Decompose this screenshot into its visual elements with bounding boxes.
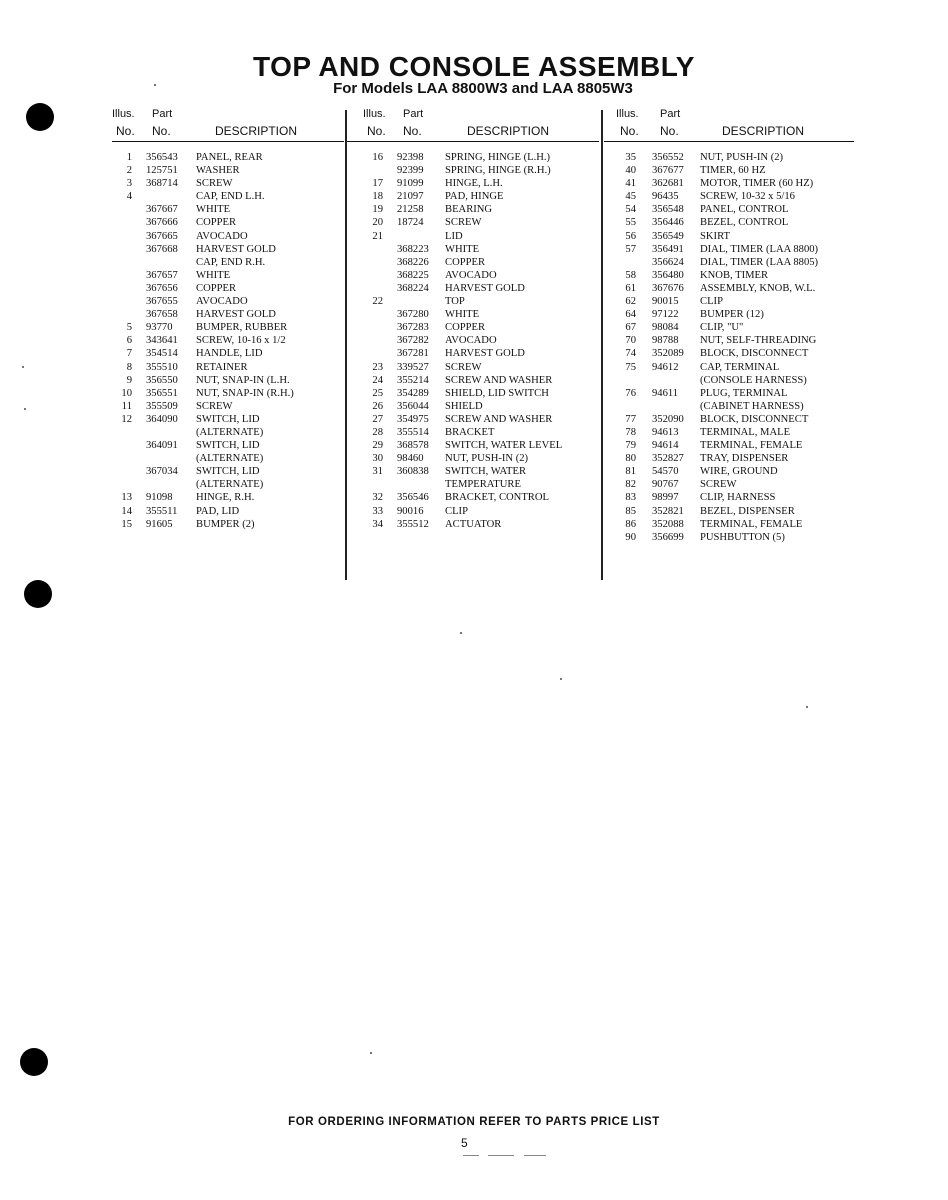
part-no-cell: 367655 — [146, 296, 178, 308]
punch-hole — [24, 580, 52, 608]
description-cell: SCREW, 10-16 x 1/2 — [196, 335, 286, 347]
description-cell: MOTOR, TIMER (60 HZ) — [700, 178, 814, 190]
description-cell: COPPER — [445, 322, 486, 334]
description-cell: SKIRT — [700, 230, 730, 242]
description-cell: CLIP — [445, 505, 468, 517]
illus-no-cell: 67 — [625, 322, 636, 334]
illus-no-cell: 40 — [625, 165, 636, 177]
illus-no-cell: 56 — [625, 230, 636, 242]
part-no-cell: 355511 — [146, 505, 178, 517]
description-cell: CLIP, HARNESS — [700, 492, 776, 504]
scan-speck — [24, 408, 26, 410]
part-no-cell: 352090 — [652, 413, 684, 425]
scan-speck — [370, 1052, 372, 1054]
illus-no-cell: 6 — [126, 335, 132, 347]
illus-no-cell: 12 — [121, 413, 132, 425]
part-no-cell: 18724 — [397, 217, 424, 229]
illus-no-cell: 13 — [121, 492, 132, 504]
part-no-cell: 339527 — [397, 361, 429, 373]
description-cell: (ALTERNATE) — [196, 426, 264, 438]
description-cell: TERMINAL, FEMALE — [700, 518, 803, 530]
illus-no-cell: 82 — [625, 479, 636, 491]
part-no-cell: 92399 — [397, 165, 424, 177]
part-no-cell: 367666 — [146, 217, 178, 229]
description-cell: SWITCH, LID — [196, 440, 260, 452]
description-cell: (ALTERNATE) — [196, 479, 264, 491]
illus-no-cell: 21 — [372, 230, 383, 242]
description-cell: SCREW — [196, 400, 233, 412]
description-cell: PAD, HINGE — [445, 191, 504, 203]
scan-speck — [806, 706, 808, 708]
description-cell: HARVEST GOLD — [445, 348, 525, 360]
part-no-cell: 21258 — [397, 204, 424, 216]
part-no-cell: 356549 — [652, 230, 684, 242]
description-cell: LID — [445, 230, 463, 242]
description-cell: SCREW AND WASHER — [445, 374, 553, 386]
description-cell: SPRING, HINGE (R.H.) — [445, 165, 551, 177]
part-no-cell: 367676 — [652, 282, 684, 294]
part-no-cell: 367677 — [652, 165, 684, 177]
illus-no-cell: 20 — [372, 217, 383, 229]
description-cell: PUSHBUTTON (5) — [700, 531, 785, 543]
scan-speck — [22, 366, 24, 368]
part-no-cell: 91605 — [146, 518, 173, 530]
illus-no-cell: 80 — [625, 453, 636, 465]
page-title: TOP AND CONSOLE ASSEMBLY — [253, 51, 695, 82]
illus-no-cell: 14 — [121, 505, 132, 517]
part-no-cell: 354975 — [397, 413, 429, 425]
illus-no-cell: 17 — [372, 178, 383, 190]
part-no-cell: 94613 — [652, 426, 679, 438]
illus-no-cell: 2 — [126, 165, 132, 177]
part-no-cell: 93770 — [146, 322, 173, 334]
part-no-cell: 352827 — [652, 453, 684, 465]
header-part-no: No. — [403, 124, 422, 138]
part-no-cell: 367658 — [146, 309, 178, 321]
part-no-cell: 356543 — [146, 152, 178, 163]
description-cell: SPRING, HINGE (L.H.) — [445, 152, 551, 163]
description-cell: SWITCH, WATER — [445, 466, 527, 478]
illus-no-cell: 79 — [625, 440, 636, 452]
description-cell: BUMPER, RUBBER — [196, 322, 288, 334]
description-cell: NUT, SELF-THREADING — [700, 335, 817, 347]
illus-no-cell: 10 — [121, 387, 132, 399]
illus-no-cell: 41 — [625, 178, 636, 190]
illus-no-cell: 26 — [372, 400, 383, 412]
description-cell: SCREW AND WASHER — [445, 413, 553, 425]
illus-no-cell: 31 — [372, 466, 383, 478]
description-cell: TOP — [445, 296, 465, 308]
part-no-cell: 368226 — [397, 256, 429, 268]
illus-no-cell: 1 — [126, 152, 132, 163]
part-no-cell: 367656 — [146, 282, 178, 294]
part-no-cell: 364090 — [146, 413, 178, 425]
illus-no-cell: 61 — [625, 282, 636, 294]
header-illus: Illus. — [363, 108, 386, 120]
part-no-cell: 355514 — [397, 426, 429, 438]
description-cell: WIRE, GROUND — [700, 466, 778, 478]
part-no-cell: 364091 — [146, 440, 178, 452]
part-no-cell: 368223 — [397, 243, 429, 255]
part-no-cell: 367657 — [146, 269, 178, 281]
illus-no-cell: 33 — [372, 505, 383, 517]
description-cell: RETAINER — [196, 361, 248, 373]
description-cell: SCREW — [445, 361, 482, 373]
column-divider — [345, 110, 347, 580]
header-illus: Illus. — [616, 108, 639, 120]
part-no-cell: 91099 — [397, 178, 424, 190]
description-cell: AVOCADO — [196, 296, 248, 308]
description-cell: SWITCH, WATER LEVEL — [445, 440, 563, 452]
part-no-cell: 356551 — [146, 387, 178, 399]
part-no-cell: 360838 — [397, 466, 429, 478]
part-no-cell: 356491 — [652, 243, 684, 255]
description-cell: BEZEL, DISPENSER — [700, 505, 795, 517]
description-cell: HARVEST GOLD — [196, 309, 276, 321]
illus-no-cell: 55 — [625, 217, 636, 229]
header-rule — [345, 141, 599, 142]
description-cell: (CABINET HARNESS) — [700, 400, 804, 412]
description-cell: TERMINAL, MALE — [700, 426, 791, 438]
part-no-cell: 367668 — [146, 243, 178, 255]
description-cell: AVOCADO — [196, 230, 248, 242]
part-no-cell: 355510 — [146, 361, 178, 373]
description-cell: BUMPER (2) — [196, 518, 255, 530]
part-no-cell: 94612 — [652, 361, 679, 373]
description-cell: CAP, END L.H. — [196, 191, 265, 203]
part-no-cell: 367665 — [146, 230, 178, 242]
description-cell: BRACKET — [445, 426, 495, 438]
illus-no-cell: 57 — [625, 243, 636, 255]
illus-no-cell: 83 — [625, 492, 636, 504]
description-cell: CAP, TERMINAL — [700, 361, 780, 373]
part-no-cell: 356446 — [652, 217, 684, 229]
header-rule — [112, 141, 344, 142]
illus-no-cell: 28 — [372, 426, 383, 438]
description-cell: TIMER, 60 HZ — [700, 165, 766, 177]
part-no-cell: 356550 — [146, 374, 178, 386]
description-cell: TERMINAL, FEMALE — [700, 440, 803, 452]
part-no-cell: 94614 — [652, 440, 679, 452]
illus-no-cell: 32 — [372, 492, 383, 504]
illus-no-cell: 45 — [625, 191, 636, 203]
description-cell: DIAL, TIMER (LAA 8805) — [700, 256, 819, 268]
illus-no-cell: 54 — [625, 204, 636, 216]
illus-no-cell: 77 — [625, 413, 636, 425]
page-number: 5 — [461, 1136, 468, 1150]
part-no-cell: 356552 — [652, 152, 684, 163]
header-part: Part — [403, 108, 424, 120]
illus-no-cell: 90 — [625, 531, 636, 543]
part-no-cell: 90015 — [652, 296, 679, 308]
part-no-cell: 355509 — [146, 400, 178, 412]
column-divider — [601, 110, 603, 580]
illus-no-cell: 86 — [625, 518, 636, 530]
part-no-cell: 356699 — [652, 531, 684, 543]
description-cell: CLIP — [700, 296, 723, 308]
illus-no-cell: 62 — [625, 296, 636, 308]
part-no-cell: 98997 — [652, 492, 679, 504]
part-no-cell: 92398 — [397, 152, 424, 163]
illus-no-cell: 15 — [121, 518, 132, 530]
description-cell: NUT, PUSH-IN (2) — [700, 152, 784, 163]
scan-speck — [560, 678, 562, 680]
description-cell: KNOB, TIMER — [700, 269, 769, 281]
part-no-cell: 352089 — [652, 348, 684, 360]
part-no-cell: 367280 — [397, 309, 429, 321]
part-no-cell: 97122 — [652, 309, 679, 321]
part-no-cell: 356624 — [652, 256, 684, 268]
description-cell: BRACKET, CONTROL — [445, 492, 549, 504]
part-no-cell: 21097 — [397, 191, 424, 203]
header-description: DESCRIPTION — [215, 124, 298, 138]
description-cell: BLOCK, DISCONNECT — [700, 348, 809, 360]
part-no-cell: 356480 — [652, 269, 684, 281]
scan-mark — [488, 1155, 514, 1156]
description-cell: PANEL, REAR — [196, 152, 263, 163]
illus-no-cell: 29 — [372, 440, 383, 452]
part-no-cell: 356044 — [397, 400, 429, 412]
illus-no-cell: 23 — [372, 361, 383, 373]
header-part-no: No. — [660, 124, 679, 138]
part-no-cell: 368225 — [397, 269, 429, 281]
punch-hole — [26, 103, 54, 131]
description-cell: CLIP, "U" — [700, 322, 744, 334]
description-cell: ASSEMBLY, KNOB, W.L. — [700, 282, 816, 294]
illus-no-cell: 7 — [126, 348, 132, 360]
illus-no-cell: 27 — [372, 413, 383, 425]
description-cell: HANDLE, LID — [196, 348, 263, 360]
header-no: No. — [116, 124, 135, 138]
part-no-cell: 367667 — [146, 204, 178, 216]
description-cell: SCREW, 10-32 x 5/16 — [700, 191, 795, 203]
description-cell: TEMPERATURE — [445, 479, 521, 491]
description-cell: (CONSOLE HARNESS) — [700, 374, 807, 386]
part-no-cell: 90767 — [652, 479, 679, 491]
scan-speck — [154, 84, 156, 86]
description-cell: WHITE — [445, 309, 480, 321]
header-part-no: No. — [152, 124, 171, 138]
illus-no-cell: 8 — [126, 361, 132, 373]
illus-no-cell: 85 — [625, 505, 636, 517]
description-cell: TRAY, DISPENSER — [700, 453, 789, 465]
illus-no-cell: 64 — [625, 309, 636, 321]
part-no-cell: 356548 — [652, 204, 684, 216]
description-cell: PLUG, TERMINAL — [700, 387, 788, 399]
part-no-cell: 125751 — [146, 165, 178, 177]
page-subtitle: For Models LAA 8800W3 and LAA 8805W3 — [333, 80, 633, 97]
part-no-cell: 368714 — [146, 178, 178, 190]
description-cell: SWITCH, LID — [196, 466, 260, 478]
description-cell: BUMPER (12) — [700, 309, 764, 321]
illus-no-cell: 35 — [625, 152, 636, 163]
part-no-cell: 98788 — [652, 335, 679, 347]
illus-no-cell: 34 — [372, 518, 383, 530]
description-cell: NUT, SNAP-IN (L.H. — [196, 374, 290, 386]
part-no-cell: 368578 — [397, 440, 429, 452]
illus-no-cell: 76 — [625, 387, 636, 399]
illus-no-cell: 78 — [625, 426, 636, 438]
part-no-cell: 352088 — [652, 518, 684, 530]
description-cell: WHITE — [196, 269, 231, 281]
scan-mark — [463, 1155, 479, 1156]
description-cell: SCREW — [196, 178, 233, 190]
description-cell: PAD, LID — [196, 505, 240, 517]
scan-mark — [524, 1155, 546, 1156]
header-rule — [604, 141, 854, 142]
illus-no-cell: 11 — [121, 400, 132, 412]
description-cell: BLOCK, DISCONNECT — [700, 413, 809, 425]
part-no-cell: 367283 — [397, 322, 429, 334]
description-cell: CAP, END R.H. — [196, 256, 266, 268]
description-cell: HARVEST GOLD — [445, 282, 525, 294]
part-no-cell: 367034 — [146, 466, 178, 478]
description-cell: NUT, SNAP-IN (R.H.) — [196, 387, 294, 399]
description-cell: COPPER — [196, 282, 237, 294]
part-no-cell: 90016 — [397, 505, 424, 517]
description-cell: HINGE, L.H. — [445, 178, 503, 190]
description-cell: NUT, PUSH-IN (2) — [445, 453, 529, 465]
description-cell: BEARING — [445, 204, 493, 216]
description-cell: HARVEST GOLD — [196, 243, 276, 255]
illus-no-cell: 81 — [625, 466, 636, 478]
header-no: No. — [367, 124, 386, 138]
header-description: DESCRIPTION — [722, 124, 805, 138]
part-no-cell: 354514 — [146, 348, 178, 360]
part-no-cell: 96435 — [652, 191, 679, 203]
part-no-cell: 355214 — [397, 374, 429, 386]
description-cell: BEZEL, CONTROL — [700, 217, 789, 229]
illus-no-cell: 70 — [625, 335, 636, 347]
description-cell: AVOCADO — [445, 335, 497, 347]
description-cell: SHIELD, LID SWITCH — [445, 387, 549, 399]
description-cell: COPPER — [445, 256, 486, 268]
description-cell: SCREW — [445, 217, 482, 229]
description-cell: SHIELD — [445, 400, 483, 412]
illus-no-cell: 18 — [372, 191, 383, 203]
part-no-cell: 94611 — [652, 387, 679, 399]
description-cell: (ALTERNATE) — [196, 453, 264, 465]
part-no-cell: 54570 — [652, 466, 679, 478]
illus-no-cell: 4 — [126, 191, 132, 203]
description-cell: PANEL, CONTROL — [700, 204, 789, 216]
part-no-cell: 98460 — [397, 453, 424, 465]
part-no-cell: 367281 — [397, 348, 429, 360]
illus-no-cell: 19 — [372, 204, 383, 216]
description-cell: DIAL, TIMER (LAA 8800) — [700, 243, 819, 255]
header-part: Part — [152, 108, 173, 120]
part-no-cell: 343641 — [146, 335, 178, 347]
illus-no-cell: 30 — [372, 453, 383, 465]
part-no-cell: 98084 — [652, 322, 679, 334]
part-no-cell: 362681 — [652, 178, 684, 190]
illus-no-cell: 16 — [372, 152, 383, 163]
description-cell: SCREW — [700, 479, 737, 491]
description-cell: COPPER — [196, 217, 237, 229]
part-no-cell: 91098 — [146, 492, 173, 504]
illus-no-cell: 58 — [625, 269, 636, 281]
scan-speck — [460, 632, 462, 634]
illus-no-cell: 25 — [372, 387, 383, 399]
description-cell: WASHER — [196, 165, 240, 177]
part-no-cell: 354289 — [397, 387, 429, 399]
illus-no-cell: 24 — [372, 374, 383, 386]
part-no-cell: 356546 — [397, 492, 429, 504]
description-cell: HINGE, R.H. — [196, 492, 255, 504]
part-no-cell: 355512 — [397, 518, 429, 530]
description-cell: SWITCH, LID — [196, 413, 260, 425]
punch-hole — [20, 1048, 48, 1076]
illus-no-cell: 3 — [126, 178, 132, 190]
description-cell: AVOCADO — [445, 269, 497, 281]
part-no-cell: 352821 — [652, 505, 684, 517]
description-cell: WHITE — [196, 204, 231, 216]
part-no-cell: 367282 — [397, 335, 429, 347]
description-cell: ACTUATOR — [445, 518, 502, 530]
illus-no-cell: 74 — [625, 348, 636, 360]
description-cell: WHITE — [445, 243, 480, 255]
header-description: DESCRIPTION — [467, 124, 550, 138]
illus-no-cell: 22 — [372, 296, 383, 308]
header-part: Part — [660, 108, 681, 120]
illus-no-cell: 9 — [126, 374, 132, 386]
part-no-cell: 368224 — [397, 282, 429, 294]
illus-no-cell: 75 — [625, 361, 636, 373]
header-no: No. — [620, 124, 639, 138]
illus-no-cell: 5 — [126, 322, 132, 334]
ordering-footer: FOR ORDERING INFORMATION REFER TO PARTS PRICE LIST — [288, 1116, 660, 1128]
header-illus: Illus. — [112, 108, 135, 120]
